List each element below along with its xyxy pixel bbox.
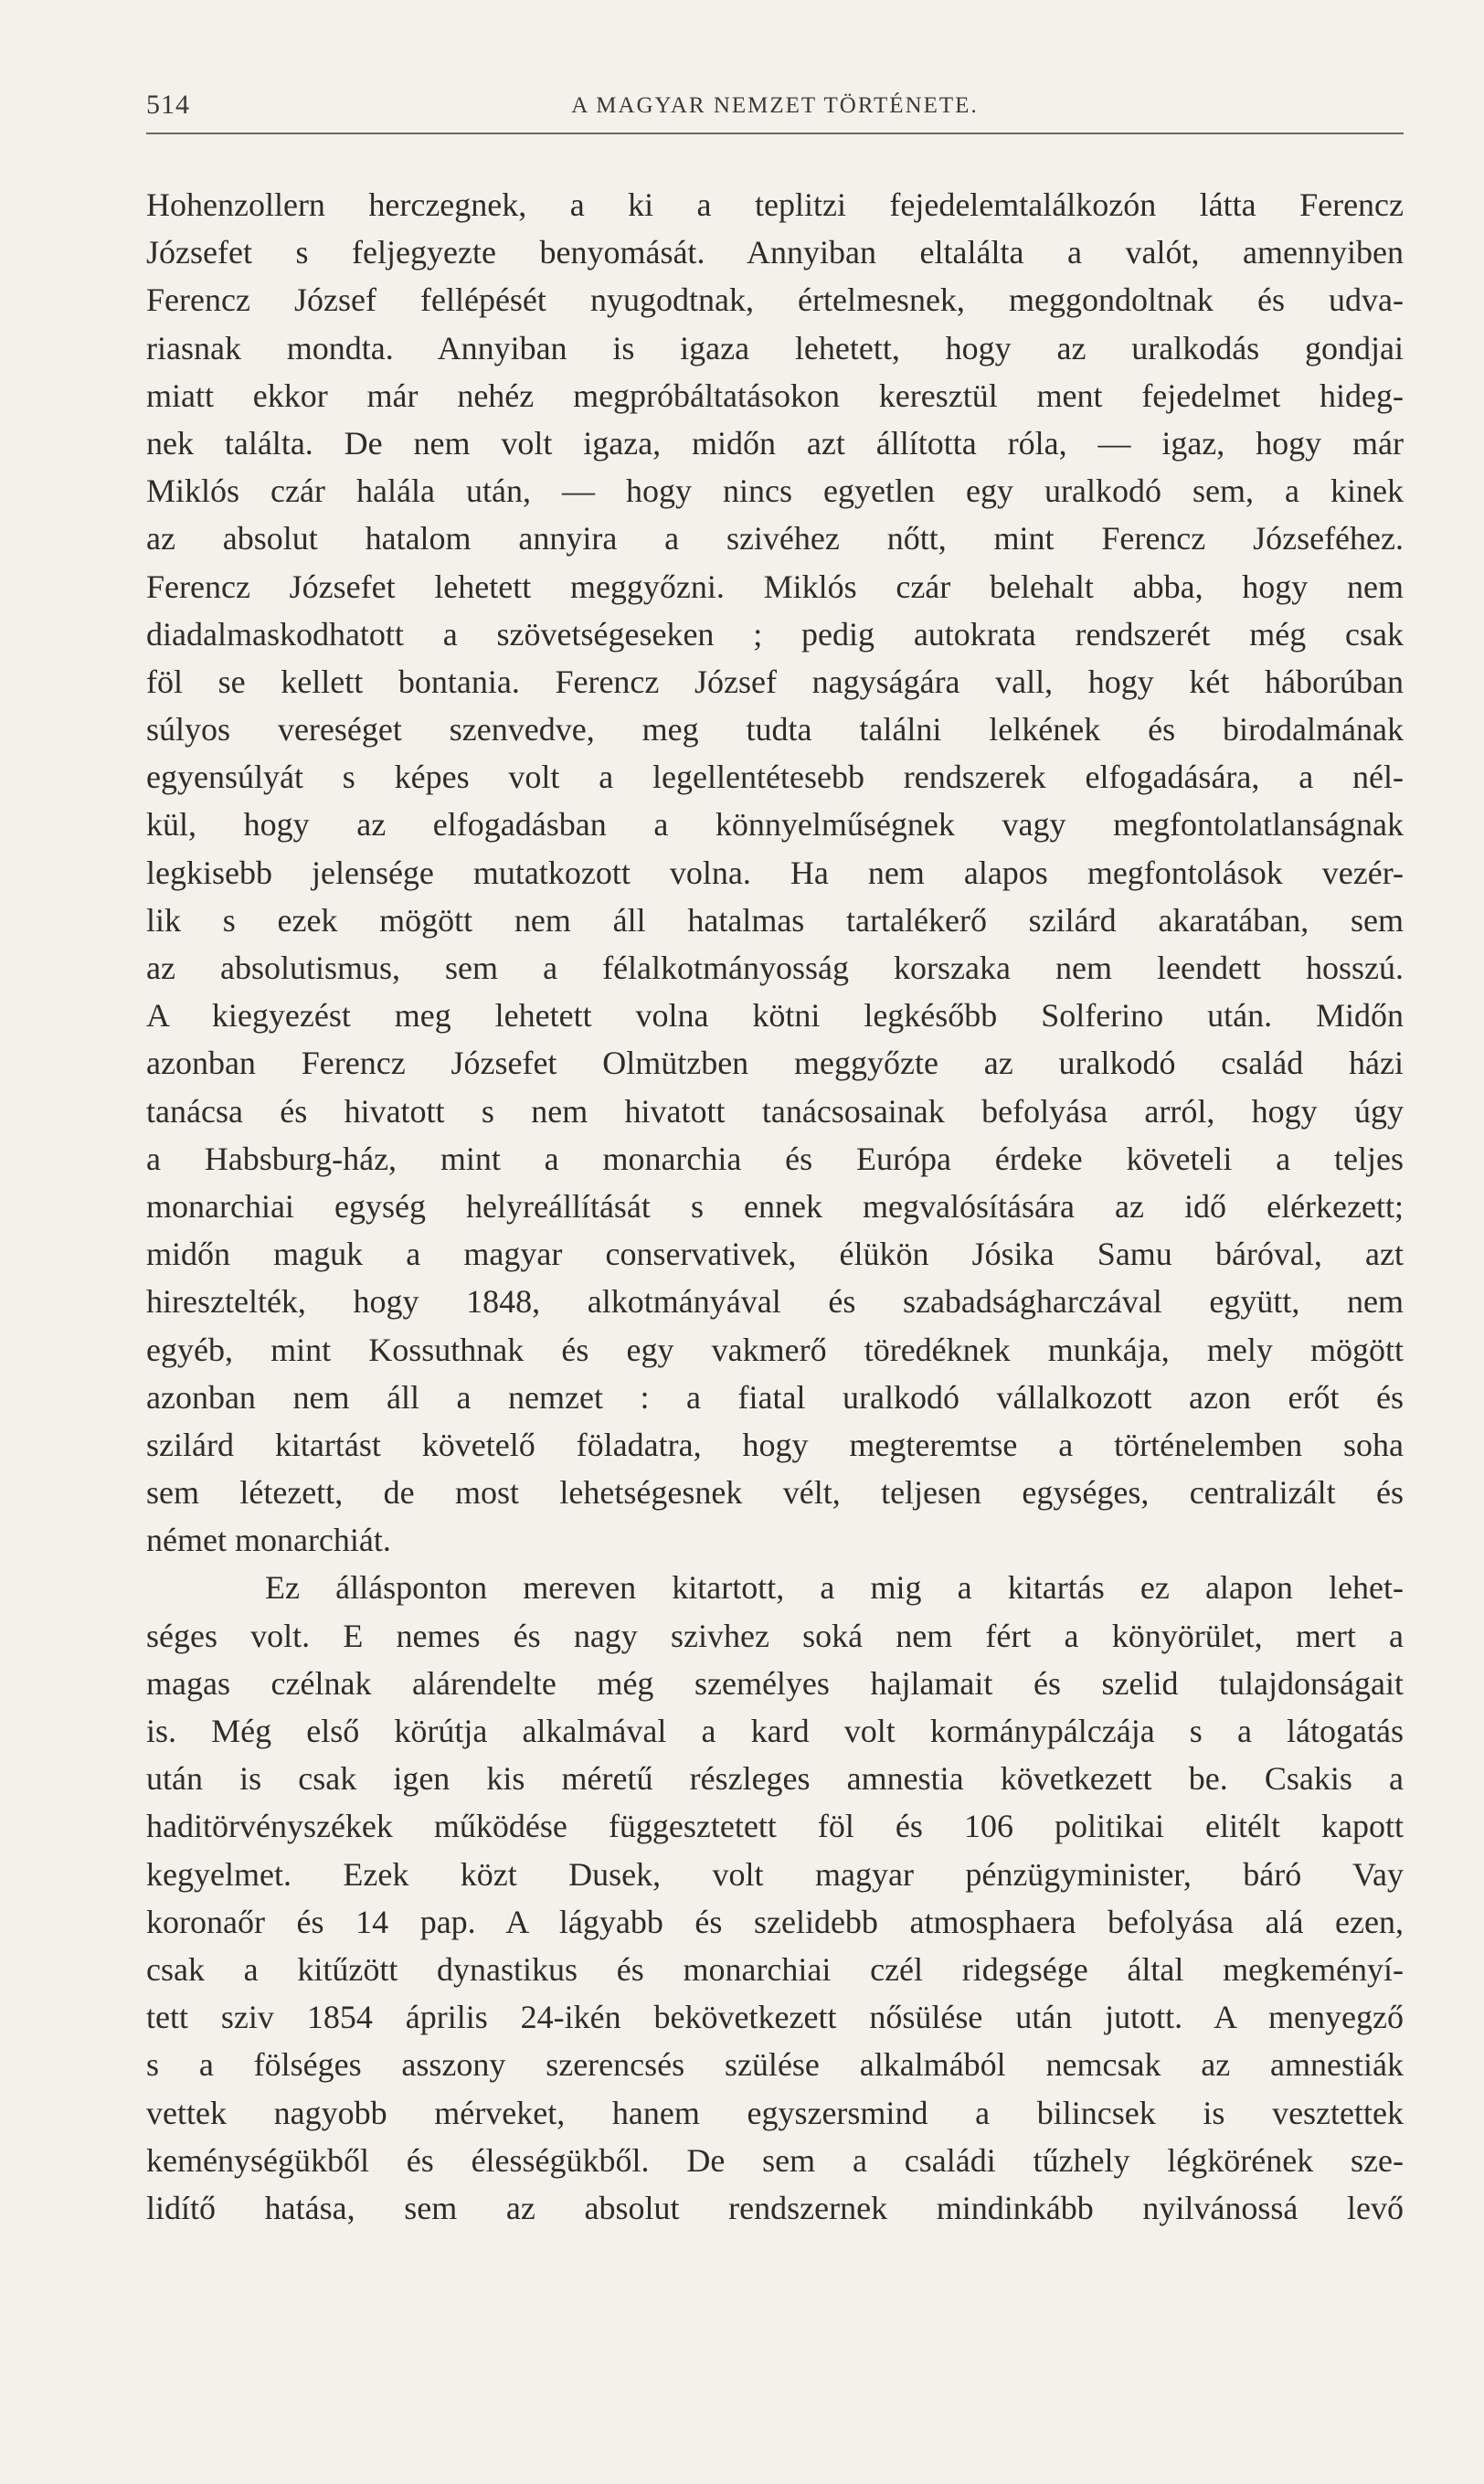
text-line: Ferencz Józsefet lehetett meggyőzni. Miklós czár belehalt abba, hogy nem [146, 568, 1404, 605]
text-line: Miklós czár halála után, — hogy nincs egyetlen egy uralkodó sem, a kinek [146, 472, 1404, 510]
text-line: egyéb, mint Kossuthnak és egy vakmerő töredéknek munkája, mely mögött [146, 1331, 1404, 1368]
text-line: lik s ezek mögött nem áll hatalmas tartalékerő szilárd akaratában, sem [146, 901, 1404, 939]
text-line: A kiegyezést meg lehetett volna kötni legkésőbb Solferino után. Midőn [146, 997, 1404, 1035]
text-line: koronaőr és 14 pap. A lágyabb és szelidebb atmosphaera befolyása alá ezen, [146, 1903, 1404, 1940]
running-head [146, 90, 1404, 132]
text-line: súlyos vereséget szenvedve, meg tudta találni lelkének és birodalmának [146, 711, 1404, 748]
text-line: magas czélnak alárendelte még személyes hajlamait és szelid tulajdonságait [146, 1664, 1404, 1702]
paragraph-2 [146, 1564, 1404, 2232]
text-line: lidítő hatása, sem az absolut rendszernek mindinkább nyilvánossá levő [146, 2189, 1404, 2226]
text-line: Ferencz József fellépését nyugodtnak, értelmesnek, meggondoltnak és udva- [146, 281, 1404, 319]
header-rule [146, 133, 1404, 134]
running-title: A MAGYAR NEMZET TÖRTÉNETE. [571, 93, 979, 118]
text-line: diadalmaskodhatott a szövetségeseken ; pedig autokrata rendszerét még csak [146, 615, 1404, 653]
text-line: legkisebb jelensége mutatkozott volna. Ha nem alapos megfontolások vezér- [146, 854, 1404, 891]
text-line: tett sziv 1854 április 24-ikén bekövetkezett nősülése után jutott. A menyegző [146, 1999, 1404, 2036]
text-line: kegyelmet. Ezek közt Dusek, volt magyar pénzügyminister, báró Vay [146, 1855, 1404, 1893]
text-line: a Habsburg-ház, mint a monarchia és Európa érdeke követeli a teljes [146, 1140, 1404, 1177]
text-line: egyensúlyát s képes volt a legellentétesebb rendszerek elfogadására, a nél- [146, 759, 1404, 796]
text-line: riasnak mondta. Annyiban is igaza lehetett, hogy az uralkodás gondjai [146, 329, 1404, 366]
text-line: Hohenzollern herczegnek, a ki a teplitzi fejedelemtalálkozón látta Ferencz [146, 186, 1404, 223]
text-line: az absolut hatalom annyira a szivéhez nőtt, mint Ferencz Józseféhez. [146, 520, 1404, 557]
text-line: vettek nagyobb mérveket, hanem egyszersmind a bilincsek is vesztettek [146, 2094, 1404, 2131]
text-line: is. Még első körútja alkalmával a kard volt kormánypálczája s a látogatás [146, 1713, 1404, 1749]
text-line: monarchiai egység helyreállítását s ennek megvalósítására az idő elérkezett; [146, 1187, 1404, 1225]
paragraph-1 [146, 181, 1404, 1564]
page-number: 514 [146, 90, 190, 120]
text-line: nek találta. De nem volt igaza, midőn azt állította róla, — igaz, hogy már [146, 424, 1404, 462]
text-line: Ez állásponton mereven kitartott, a mig a kitartás ez alapon lehet- [265, 1569, 1404, 1607]
text-line: tanácsa és hivatott s nem hivatott tanácsosainak befolyása arról, hogy úgy [146, 1092, 1404, 1130]
text-line: s a fölséges asszony szerencsés szülése alkalmából nemcsak az amnestiák [146, 2046, 1404, 2084]
text-line: Józsefet s feljegyezte benyomását. Annyiban eltalálta a valót, amennyiben [146, 234, 1404, 271]
text-line: csak a kitűzött dynastikus és monarchiai czél ridegsége által megkeményí- [146, 1950, 1404, 1988]
text-line: hiresztelték, hogy 1848, alkotmányával és szabadságharczával együtt, nem [146, 1283, 1404, 1321]
text-line: föl se kellett bontania. Ferencz József nagyságára vall, hogy két háborúban [146, 663, 1404, 700]
text-line: az absolutismus, sem a félalkotmányosság korszaka nem leendett hosszú. [146, 950, 1404, 986]
text-line: keménységükből és élességükből. De sem a családi tűzhely légkörének sze- [146, 2141, 1404, 2179]
text-line: midőn maguk a magyar conservativek, élükön Jósika Samu báróval, azt [146, 1236, 1404, 1273]
text-line: kül, hogy az elfogadásban a könnyelműségnek vagy megfontolatlanságnak [146, 806, 1404, 844]
text-line: séges volt. E nemes és nagy szivhez soká nem fért a könyörület, mert a [146, 1617, 1404, 1654]
text-line: szilárd kitartást követelő föladatra, hogy megteremtse a történelemben soha [146, 1426, 1404, 1463]
text-line: miatt ekkor már nehéz megpróbáltatásokon keresztül ment fejedelmet hideg- [146, 377, 1404, 414]
text-line: után is csak igen kis méretű részleges amnestia következett be. Csakis a [146, 1760, 1404, 1798]
body-text [146, 181, 1404, 2232]
text-line: azonban nem áll a nemzet : a fiatal uralkodó vállalkozott azon erőt és [146, 1378, 1404, 1416]
text-line: azonban Ferencz Józsefet Olmützben meggyőzte az uralkodó család házi [146, 1045, 1404, 1082]
text-line: sem létezett, de most lehetségesnek vélt, teljesen egységes, centralizált és [146, 1474, 1404, 1512]
text-line: haditörvényszékek működése függesztetett föl és 106 politikai elitélt kapott [146, 1808, 1404, 1845]
text-line: német monarchiát. [146, 1522, 391, 1559]
